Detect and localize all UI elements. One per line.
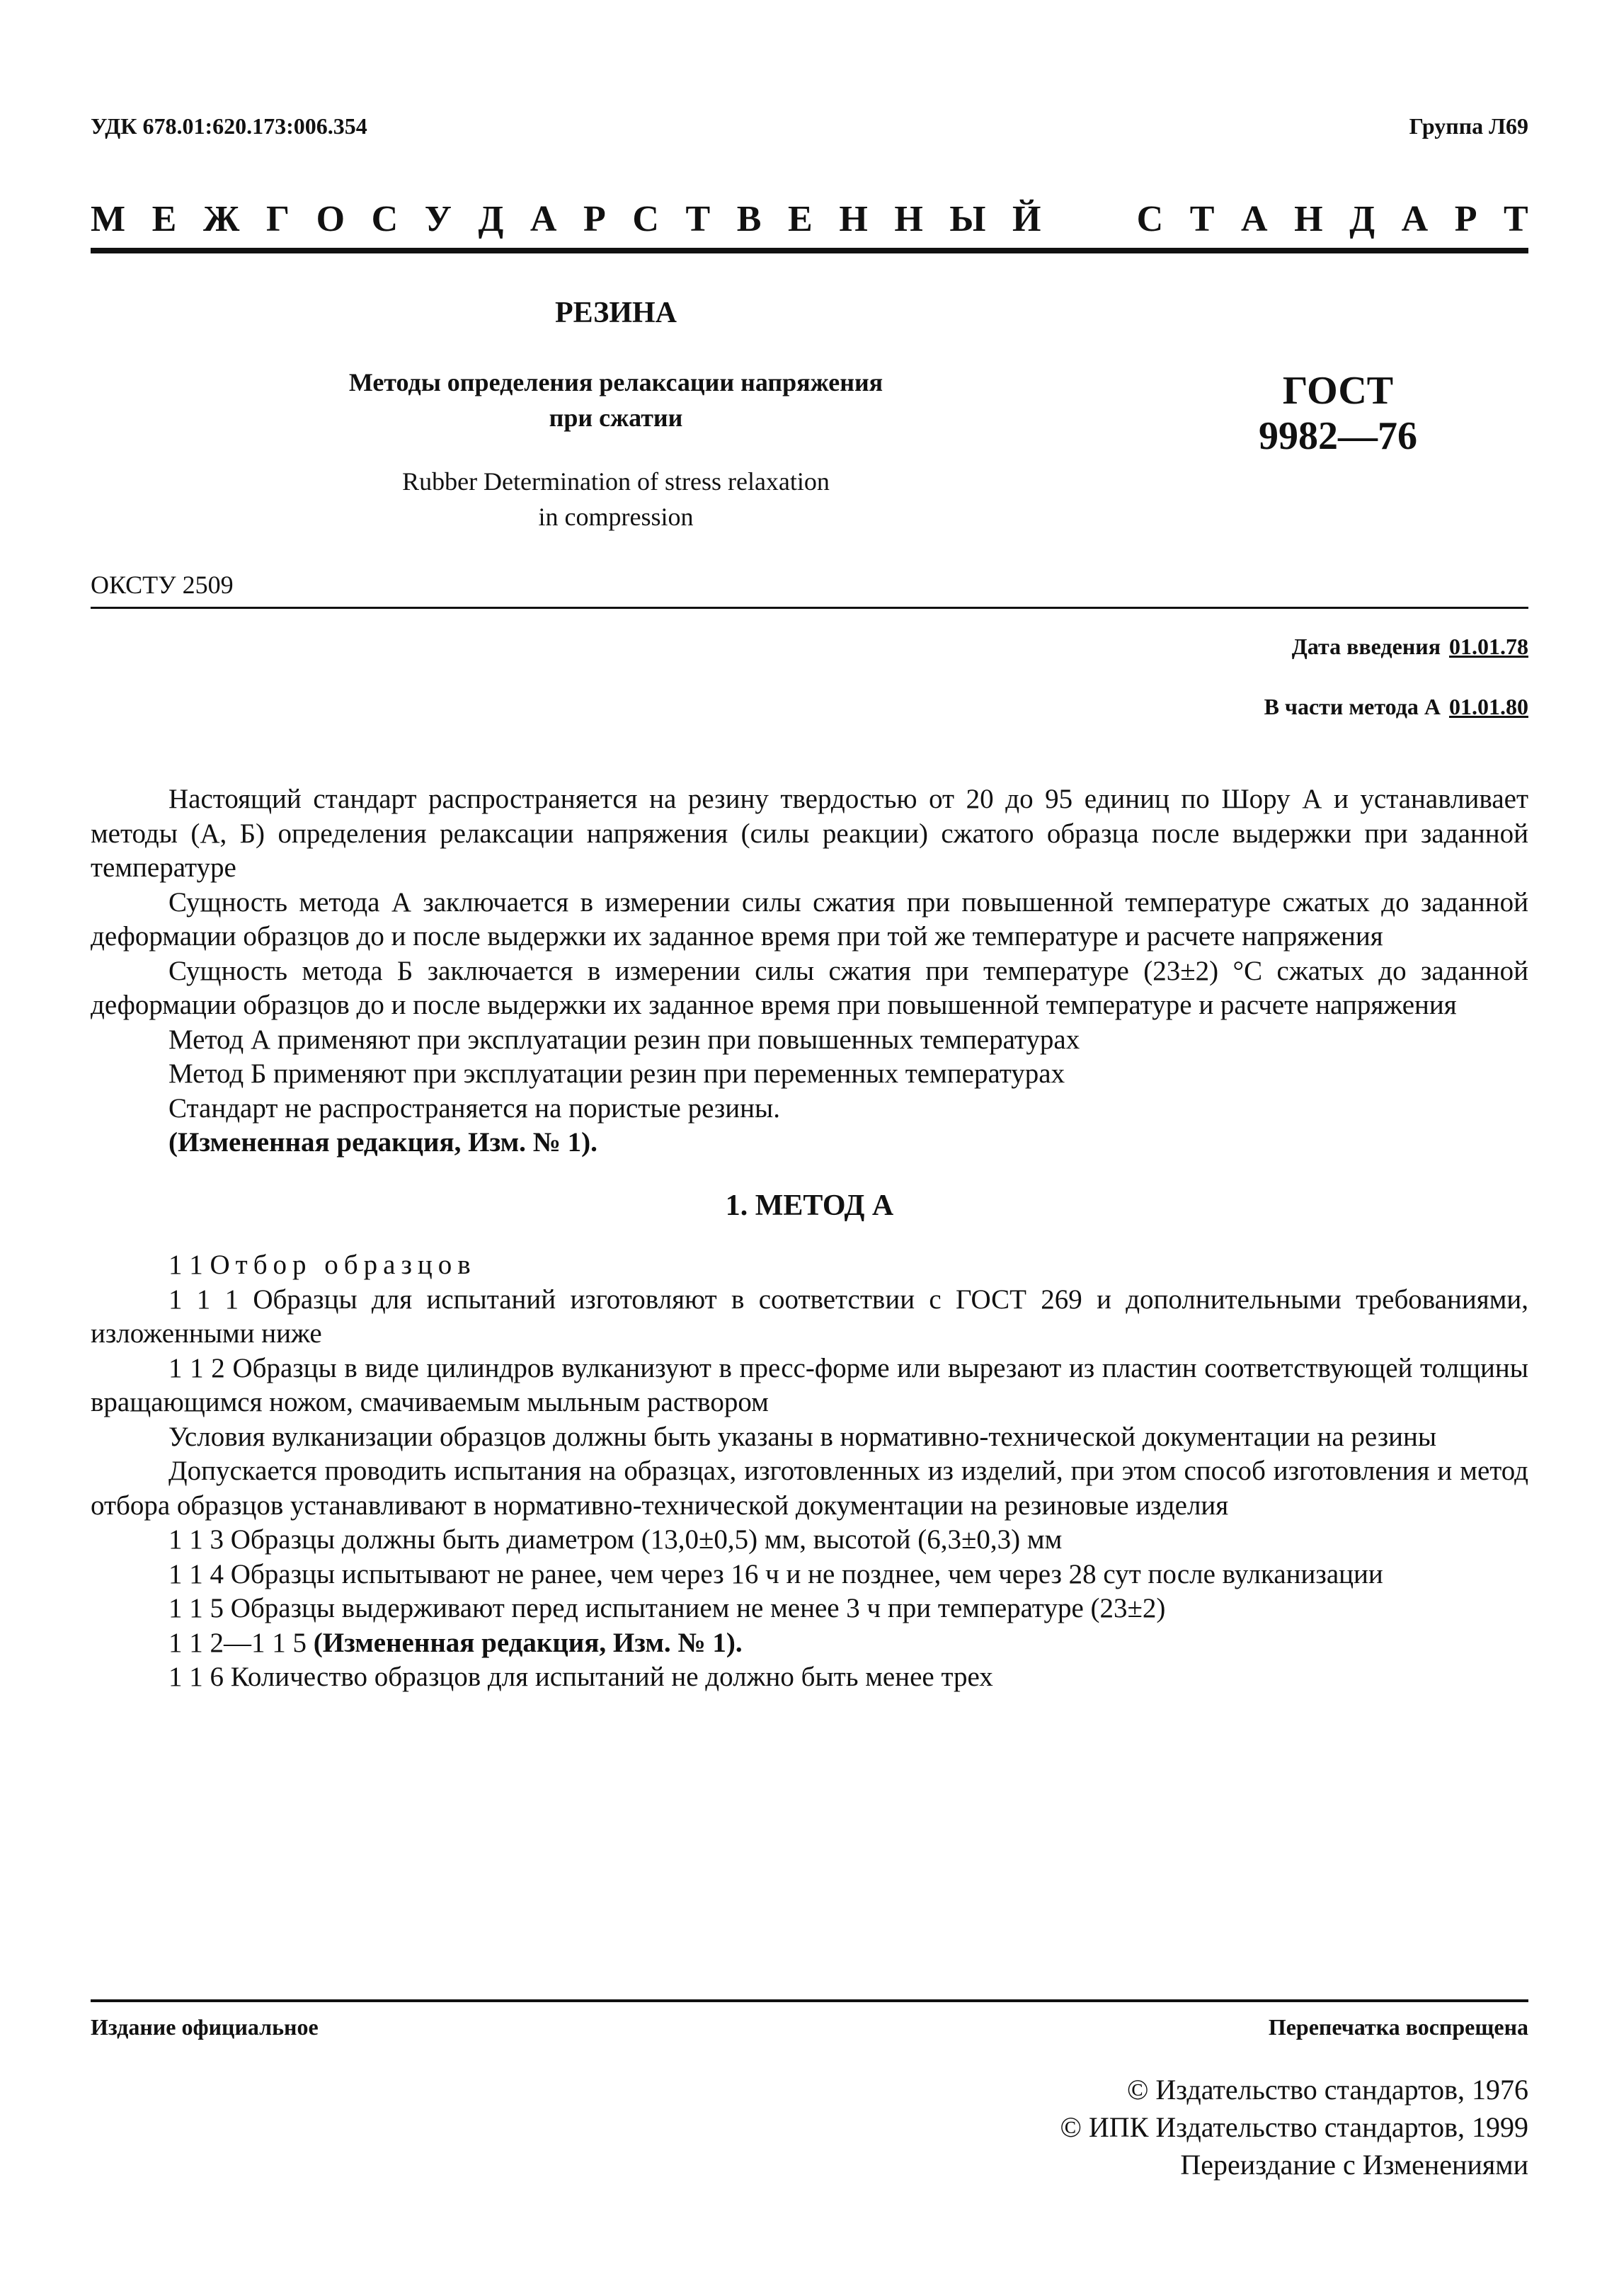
method-a-date-label: В части метода А — [1264, 694, 1441, 719]
introduction-date-label: Дата введения — [1291, 634, 1441, 659]
section-heading: 1. МЕТОД А — [725, 1189, 894, 1222]
subtitle-line-2: при сжатии — [549, 404, 683, 432]
banner-letter: Е — [788, 199, 813, 239]
paragraph-method-b-essence: Сущность метода Б заключается в измерении силы сжатия при температуре (23±2) °С сжатых до заданной деформации образцов до и после выдержки их заданное время при повышенной температуре и расчете напряжения — [91, 955, 1528, 1020]
banner-letter: Й — [1012, 199, 1041, 239]
udk-code: УДК 678.01:620.173:006.354 — [91, 113, 367, 139]
paragraph-scope: Настоящий стандарт распространяется на резину твердостью от 20 до 95 единиц по Шору А и устанавливает методы (А, Б) определения релаксации напряжения (силы реакции) сжатого образца после выдержки при заданной температуре — [91, 784, 1528, 883]
introduction-date — [1292, 634, 1528, 660]
clause-amendment-range: 1 1 2—1 1 5 — [168, 1627, 307, 1658]
banner-letter: Т — [1504, 199, 1528, 239]
banner-letter: Г — [265, 199, 290, 239]
banner-letter: Р — [583, 199, 606, 239]
banner-letter: А — [1401, 199, 1429, 239]
clause-1-1-4: 1 1 4 Образцы испытывают не ранее, чем через 16 ч и не позднее, чем через 28 сут после вулканизации — [168, 1558, 1383, 1589]
paragraph-method-a-essence: Сущность метода А заключается в измерении силы сжатия при повышенной температуре сжатых до заданной деформации образцов до и после выдержки их заданное время при той же температуре и расчете напряжения — [91, 886, 1528, 952]
clause-1-1-title: Отбор образцов — [210, 1250, 476, 1280]
reissue-note: Переиздание с Изменениями — [1180, 2149, 1528, 2181]
banner-word-gap — [1068, 198, 1110, 240]
reprint-prohibited-note: Перепечатка воспрещена — [1268, 2014, 1528, 2040]
standard-banner — [91, 198, 1528, 240]
clause-1-1-6: 1 1 6 Количество образцов для испытаний не должно быть менее трех — [168, 1662, 993, 1692]
clause-1-1 — [91, 1248, 1528, 1283]
oksty-code: ОКСТУ 2509 — [91, 571, 234, 599]
title-rule — [91, 607, 1528, 609]
copyright-1999: © ИПК Издательство стандартов, 1999 — [1060, 2111, 1528, 2143]
paragraph-method-b-use: Метод Б применяют при эксплуатации резин при переменных температурах — [168, 1058, 1065, 1089]
official-edition-note: Издание официальное — [91, 2014, 319, 2040]
subtitle-line-1: Методы определения релаксации напряжения — [348, 368, 883, 396]
clause-1-1-number: 1 1 — [168, 1250, 203, 1280]
clause-1-1-3: 1 1 3 Образцы должны быть диаметром (13,0±0,5) мм, высотой (6,3±0,3) мм — [168, 1524, 1063, 1555]
banner-letter: Н — [1294, 199, 1323, 239]
banner-letter: С — [371, 199, 399, 239]
banner-letter: Р — [1454, 199, 1477, 239]
banner-letter: С — [632, 199, 659, 239]
document-body — [91, 782, 1528, 1695]
banner-letter: Ы — [949, 199, 986, 239]
banner-letter: А — [530, 199, 557, 239]
banner-letter: Д — [478, 199, 504, 239]
banner-letter: Е — [151, 199, 177, 239]
banner-letter: А — [1241, 199, 1268, 239]
clause-1-1-1: 1 1 1 Образцы для испытаний изготовляют в соответствии с ГОСТ 269 и дополнительными требованиями, изложенными ниже — [91, 1284, 1528, 1349]
paragraph-exclusion: Стандарт не распространяется на пористые резины. — [168, 1092, 780, 1124]
header-rule — [91, 248, 1528, 253]
banner-letter: С — [1136, 199, 1164, 239]
clause-1-1-2-conditions: Условия вулканизации образцов должны быть указаны в нормативно-технической документации на резины — [168, 1421, 1437, 1452]
banner-letter: М — [91, 199, 126, 239]
method-a-date-value: 01.01.80 — [1449, 694, 1528, 719]
banner-letter: Т — [685, 199, 711, 239]
banner-letter: У — [424, 199, 452, 239]
gost-number — [1203, 368, 1472, 459]
clause-amendment-note — [91, 1626, 1528, 1661]
document-subtitle — [255, 365, 977, 435]
paragraph-method-a-use: Метод А применяют при эксплуатации резин при повышенных температурах — [168, 1024, 1080, 1055]
method-a-date — [1264, 694, 1528, 720]
english-title-line-1: Rubber Determination of stress relaxation — [402, 467, 830, 496]
clause-1-1-2: 1 1 2 Образцы в виде цилиндров вулканизуют в пресс-форме или вырезают из пластин соответствующей толщины вращающимся ножом, смачиваемым мыльным раствором — [91, 1352, 1528, 1417]
footer-rule — [91, 1999, 1528, 2002]
clause-1-1-5: 1 1 5 Образцы выдерживают перед испытанием не менее 3 ч при температуре (23±2) — [168, 1593, 1166, 1623]
gost-code: 9982—76 — [1259, 414, 1417, 458]
copyright-block — [1060, 2071, 1528, 2183]
clause-1-1-2-products: Допускается проводить испытания на образцах, изготовленных из изделий, при этом способ изготовления и метод отбора образцов устанавливают в нормативно-технической документации на резиновые изделия — [91, 1456, 1528, 1521]
english-title — [255, 464, 977, 535]
paragraph-amendment-note: (Измененная редакция, Изм. № 1). — [168, 1127, 597, 1158]
banner-letter: Н — [839, 199, 868, 239]
clause-amendment-text: (Измененная редакция, Изм. № 1). — [313, 1627, 743, 1658]
introduction-date-value: 01.01.78 — [1449, 634, 1528, 659]
document-title: РЕЗИНА — [554, 297, 677, 329]
banner-letter: Ж — [202, 199, 240, 239]
banner-letter: Т — [1189, 199, 1215, 239]
banner-letter: В — [736, 199, 762, 239]
copyright-1976: © Издательство стандартов, 1976 — [1126, 2074, 1528, 2106]
gost-label: ГОСТ — [1282, 369, 1394, 413]
group-code: Группа Л69 — [1409, 113, 1528, 139]
banner-letter: О — [316, 199, 345, 239]
banner-letter: Н — [894, 199, 923, 239]
english-title-line-2: in compression — [538, 503, 694, 531]
banner-letter: Д — [1349, 199, 1375, 239]
